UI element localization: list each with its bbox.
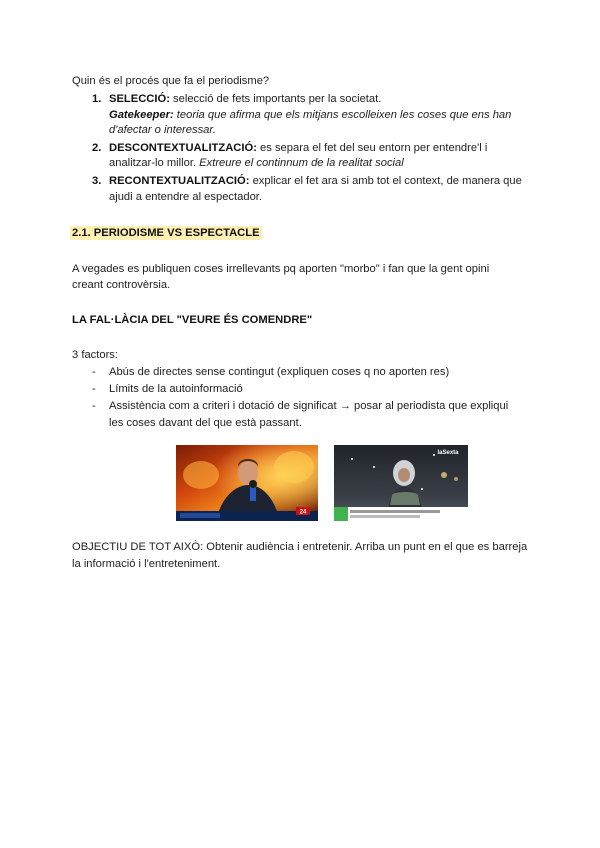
step-decontextualization-cont: [109, 156, 404, 171]
bullet-dash: -: [92, 383, 96, 395]
channel-badge-text: 24: [299, 509, 307, 516]
section-heading-highlight: 2.1. PERIODISME VS ESPECTACLE: [72, 227, 260, 239]
step-recontextualization: [109, 174, 522, 189]
gatekeeper-term: Gatekeeper:: [109, 109, 174, 121]
reporter-fire-photo: [176, 445, 318, 521]
step-term: RECONTEXTUALITZACIÓ:: [109, 175, 250, 187]
factor-item: Abús de directes sense contingut (expliquen coses q no aporten res): [109, 366, 450, 378]
section-heading: [70, 226, 262, 241]
step-number: 1.: [92, 93, 102, 105]
reporter-snow-photo: [334, 445, 468, 521]
factor-item: Límits de la autoinformació: [109, 383, 243, 395]
step-term: SELECCIÓ:: [109, 93, 170, 105]
paragraph-line: A vegades es publiquen coses irrellevants pq aporten "morbo" i fan que la gent opini: [72, 263, 490, 275]
step-recontextualization-cont: ajudi a entendre al espectador.: [109, 191, 263, 203]
channel-logo-text: laSexta: [437, 450, 459, 456]
step-text: es separa el fet del seu entorn per entendre'l i: [256, 142, 488, 154]
step-text: explicar el fet ara si amb tot el context, de manera que: [249, 175, 522, 187]
factor-item-cont: les coses davant del que està passant.: [109, 417, 302, 429]
step-text: selecció de fets importants per la societat.: [169, 93, 382, 105]
step-number: 2.: [92, 142, 102, 154]
step-decontextualization: [109, 141, 487, 156]
intro-question: Quin és el procés que fa el periodisme?: [72, 75, 270, 87]
step2-italic: Extreure el continnum de la realitat social: [199, 157, 404, 169]
bullet-dash: -: [92, 400, 96, 412]
step2-plain: analitzar-lo millor.: [109, 157, 200, 169]
step-number: 3.: [92, 175, 102, 187]
objective-line: OBJECTIU DE TOT AIXÒ: Obtenir audiència i entretenir. Arriba un punt en el que es barreja: [72, 541, 528, 553]
step-selection: [109, 92, 381, 107]
gatekeeper-line: [109, 108, 511, 123]
objective-line: la informació i l'entreteniment.: [72, 558, 221, 570]
factors-intro: 3 factors:: [72, 349, 119, 361]
subheading: LA FAL·LÀCIA DEL "VEURE ÉS COMENDRE": [72, 314, 313, 326]
bullet-dash: -: [92, 366, 96, 378]
factor-item: Assistència com a criteri i dotació de significat → posar al periodista que expliqui: [109, 400, 509, 412]
step-term: DESCONTEXTUALITZACIÓ:: [109, 142, 257, 154]
paragraph-line: creant controvèrsia.: [72, 279, 171, 291]
gatekeeper-text: teoria que afirma que els mitjans escolleixen les coses que ens han: [173, 109, 512, 121]
gatekeeper-line-2: d'afectar o interessar.: [109, 124, 216, 136]
